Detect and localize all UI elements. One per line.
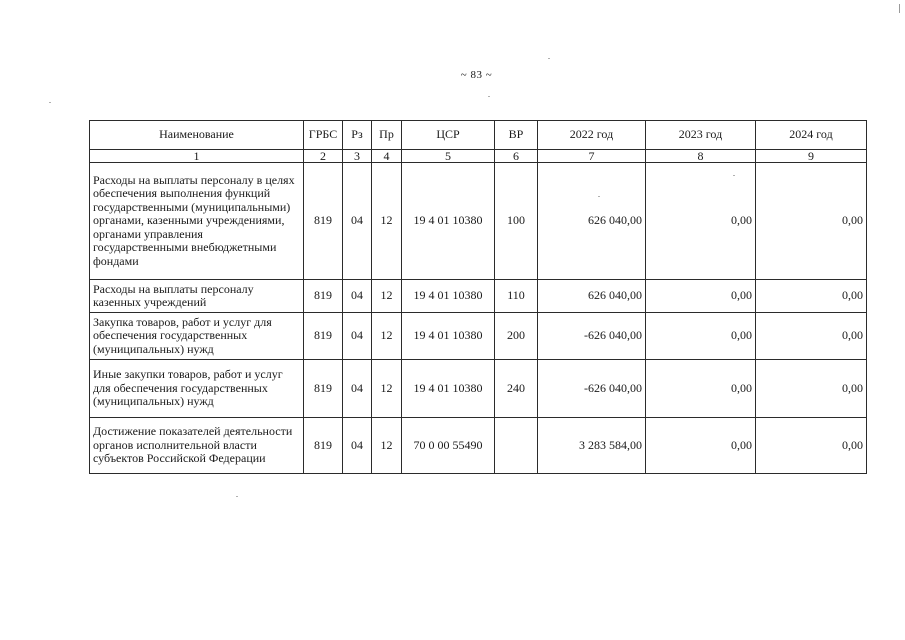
row-grbs: 819	[304, 418, 343, 474]
header-row	[90, 121, 867, 150]
col-header-rz: Рз	[343, 121, 372, 150]
row-amount-2023: 0,00	[646, 163, 756, 280]
col-number: 5	[402, 150, 495, 163]
row-amount-2024: 0,00	[756, 360, 867, 418]
row-vr: 110	[495, 280, 538, 313]
row-grbs: 819	[304, 163, 343, 280]
col-number: 1	[90, 150, 304, 163]
row-csr: 19 4 01 10380	[402, 280, 495, 313]
row-name: Достижение показателей деятельности органов исполнительной власти субъектов Российской Федерации	[90, 418, 304, 474]
scan-speck	[548, 58, 550, 59]
row-csr: 19 4 01 10380	[402, 313, 495, 360]
row-csr: 19 4 01 10380	[402, 360, 495, 418]
row-vr: 100	[495, 163, 538, 280]
row-pr: 12	[372, 360, 402, 418]
col-header-pr: Пр	[372, 121, 402, 150]
row-rz: 04	[343, 418, 372, 474]
row-vr	[495, 418, 538, 474]
row-amount-2024: 0,00	[756, 163, 867, 280]
scan-speck	[49, 102, 51, 103]
row-amount-2024: 0,00	[756, 418, 867, 474]
row-pr: 12	[372, 163, 402, 280]
row-amount-2023: 0,00	[646, 280, 756, 313]
col-number: 2	[304, 150, 343, 163]
row-amount-2024: 0,00	[756, 280, 867, 313]
col-header-csr: ЦСР	[402, 121, 495, 150]
col-number: 9	[756, 150, 867, 163]
table-row	[90, 360, 867, 418]
col-header-grbs: ГРБС	[304, 121, 343, 150]
row-rz: 04	[343, 313, 372, 360]
row-name: Закупка товаров, работ и услуг для обеспечения государственных (муниципальных) нужд	[90, 313, 304, 360]
col-number: 3	[343, 150, 372, 163]
scan-speck	[598, 196, 600, 197]
row-amount-2022: 626 040,00	[538, 163, 646, 280]
row-vr: 200	[495, 313, 538, 360]
scan-speck	[488, 96, 490, 97]
col-header-2023: 2023 год	[646, 121, 756, 150]
col-header-2022: 2022 год	[538, 121, 646, 150]
table-row	[90, 313, 867, 360]
row-grbs: 819	[304, 280, 343, 313]
row-amount-2022: 3 283 584,00	[538, 418, 646, 474]
row-grbs: 819	[304, 360, 343, 418]
row-amount-2023: 0,00	[646, 313, 756, 360]
row-grbs: 819	[304, 313, 343, 360]
budget-table	[89, 120, 867, 474]
col-number: 6	[495, 150, 538, 163]
row-name: Иные закупки товаров, работ и услуг для обеспечения государственных (муниципальных) нужд	[90, 360, 304, 418]
row-csr: 70 0 00 55490	[402, 418, 495, 474]
col-number: 8	[646, 150, 756, 163]
col-number: 7	[538, 150, 646, 163]
row-rz: 04	[343, 280, 372, 313]
row-pr: 12	[372, 280, 402, 313]
row-pr: 12	[372, 418, 402, 474]
table-row	[90, 163, 867, 280]
row-amount-2023: 0,00	[646, 360, 756, 418]
row-rz: 04	[343, 163, 372, 280]
scan-edge-mark	[899, 4, 900, 13]
scan-speck	[236, 496, 238, 497]
row-csr: 19 4 01 10380	[402, 163, 495, 280]
row-name: Расходы на выплаты персоналу в целях обеспечения выполнения функций государственными (муниципальными) органами, казенными учреждениями, органами управления государственными внебюджетными фондами	[90, 163, 304, 280]
col-header-vr: ВР	[495, 121, 538, 150]
col-header-2024: 2024 год	[756, 121, 867, 150]
row-amount-2024: 0,00	[756, 313, 867, 360]
table-row	[90, 280, 867, 313]
col-number: 4	[372, 150, 402, 163]
row-rz: 04	[343, 360, 372, 418]
column-number-row	[90, 150, 867, 163]
row-amount-2022: -626 040,00	[538, 313, 646, 360]
row-amount-2022: 626 040,00	[538, 280, 646, 313]
row-vr: 240	[495, 360, 538, 418]
page-number: ~ 83 ~	[460, 69, 493, 81]
table-row	[90, 418, 867, 474]
col-header-name: Наименование	[90, 121, 304, 150]
row-amount-2023: 0,00	[646, 418, 756, 474]
row-amount-2022: -626 040,00	[538, 360, 646, 418]
row-name: Расходы на выплаты персоналу казенных учреждений	[90, 280, 304, 313]
scan-speck	[733, 175, 735, 176]
row-pr: 12	[372, 313, 402, 360]
